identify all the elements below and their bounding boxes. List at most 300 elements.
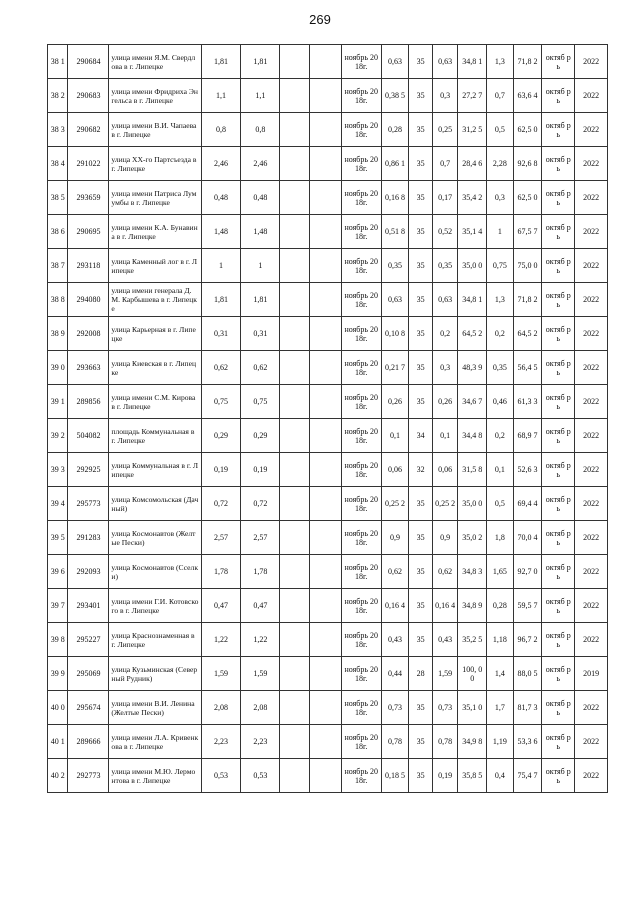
empty-cell-2 xyxy=(310,385,342,419)
value-6: 71,8 2 xyxy=(513,45,542,79)
street-name: улица XX-го Партсъезда в г. Липецке xyxy=(109,147,201,181)
empty-cell-1 xyxy=(280,453,310,487)
row-number: 40 1 xyxy=(48,725,68,759)
value-3: 0,9 xyxy=(432,521,458,555)
start-month: ноябрь 2018г. xyxy=(341,79,381,113)
end-month: октяб рь xyxy=(542,45,575,79)
end-year: 2022 xyxy=(575,521,608,555)
value-5: 0,46 xyxy=(487,385,514,419)
value-2: 35 xyxy=(409,215,433,249)
street-name: улица Космонавтов (Желтые Пески) xyxy=(109,521,201,555)
value-5: 0,4 xyxy=(487,759,514,793)
length-b: 2,08 xyxy=(241,691,280,725)
start-month: ноябрь 2018г. xyxy=(341,759,381,793)
table-row xyxy=(48,351,608,385)
value-4: 35,2 5 xyxy=(458,623,487,657)
length-a: 2,57 xyxy=(201,521,241,555)
start-month: ноябрь 2018г. xyxy=(341,555,381,589)
value-2: 35 xyxy=(409,147,433,181)
end-month: октяб рь xyxy=(542,113,575,147)
row-number: 39 6 xyxy=(48,555,68,589)
object-id: 291022 xyxy=(68,147,109,181)
length-a: 2,08 xyxy=(201,691,241,725)
start-month: ноябрь 2018г. xyxy=(341,249,381,283)
value-3: 0,16 4 xyxy=(432,589,458,623)
object-id: 292925 xyxy=(68,453,109,487)
value-6: 61,3 3 xyxy=(513,385,542,419)
value-3: 1,59 xyxy=(432,657,458,691)
value-2: 35 xyxy=(409,79,433,113)
length-a: 1,22 xyxy=(201,623,241,657)
table-row xyxy=(48,589,608,623)
value-1: 0,06 xyxy=(381,453,409,487)
length-b: 0,53 xyxy=(241,759,280,793)
value-4: 35,4 2 xyxy=(458,181,487,215)
end-month: октяб рь xyxy=(542,419,575,453)
start-month: ноябрь 2018г. xyxy=(341,147,381,181)
row-number: 38 4 xyxy=(48,147,68,181)
value-1: 0,25 2 xyxy=(381,487,409,521)
value-1: 0,18 5 xyxy=(381,759,409,793)
empty-cell-2 xyxy=(310,45,342,79)
end-year: 2022 xyxy=(575,623,608,657)
value-3: 0,62 xyxy=(432,555,458,589)
table-row xyxy=(48,215,608,249)
value-3: 0,63 xyxy=(432,45,458,79)
table-row xyxy=(48,453,608,487)
object-id: 295069 xyxy=(68,657,109,691)
length-b: 1,48 xyxy=(241,215,280,249)
street-name: улица имени Патриса Лумумбы в г. Липецке xyxy=(109,181,201,215)
row-number: 38 8 xyxy=(48,283,68,317)
end-month: октяб рь xyxy=(542,555,575,589)
table-row xyxy=(48,521,608,555)
table-row xyxy=(48,385,608,419)
end-month: октяб рь xyxy=(542,385,575,419)
empty-cell-1 xyxy=(280,691,310,725)
table-row xyxy=(48,487,608,521)
start-month: ноябрь 2018г. xyxy=(341,283,381,317)
street-name: улица имени В.И. Чапаева в г. Липецке xyxy=(109,113,201,147)
length-b: 1 xyxy=(241,249,280,283)
value-3: 0,3 xyxy=(432,351,458,385)
value-5: 1,3 xyxy=(487,283,514,317)
object-id: 289856 xyxy=(68,385,109,419)
table-row xyxy=(48,317,608,351)
value-4: 34,4 8 xyxy=(458,419,487,453)
value-4: 100, 00 xyxy=(458,657,487,691)
row-number: 38 1 xyxy=(48,45,68,79)
street-name: улица имени Я.М. Свердлова в г. Липецке xyxy=(109,45,201,79)
length-b: 0,19 xyxy=(241,453,280,487)
length-a: 0,47 xyxy=(201,589,241,623)
empty-cell-1 xyxy=(280,589,310,623)
object-id: 295227 xyxy=(68,623,109,657)
end-year: 2022 xyxy=(575,147,608,181)
value-4: 34,9 8 xyxy=(458,725,487,759)
empty-cell-1 xyxy=(280,385,310,419)
street-name: улица имени Л.А. Кривенкова в г. Липецке xyxy=(109,725,201,759)
value-4: 34,8 1 xyxy=(458,45,487,79)
length-b: 0,72 xyxy=(241,487,280,521)
object-id: 293663 xyxy=(68,351,109,385)
length-b: 0,8 xyxy=(241,113,280,147)
table-row xyxy=(48,759,608,793)
table-row xyxy=(48,249,608,283)
empty-cell-2 xyxy=(310,589,342,623)
start-month: ноябрь 2018г. xyxy=(341,419,381,453)
end-month: октяб рь xyxy=(542,589,575,623)
value-4: 35,1 4 xyxy=(458,215,487,249)
value-3: 0,43 xyxy=(432,623,458,657)
length-a: 1,78 xyxy=(201,555,241,589)
street-name: улица имени генерала Д.М. Карбышева в г. Липецке xyxy=(109,283,201,317)
empty-cell-1 xyxy=(280,317,310,351)
start-month: ноябрь 2018г. xyxy=(341,725,381,759)
value-3: 0,25 xyxy=(432,113,458,147)
row-number: 38 6 xyxy=(48,215,68,249)
value-2: 35 xyxy=(409,725,433,759)
value-4: 34,8 9 xyxy=(458,589,487,623)
empty-cell-2 xyxy=(310,79,342,113)
end-year: 2022 xyxy=(575,351,608,385)
empty-cell-2 xyxy=(310,555,342,589)
end-month: октяб рь xyxy=(542,657,575,691)
row-number: 38 5 xyxy=(48,181,68,215)
empty-cell-1 xyxy=(280,759,310,793)
length-b: 0,75 xyxy=(241,385,280,419)
table-row xyxy=(48,623,608,657)
empty-cell-1 xyxy=(280,283,310,317)
length-b: 0,48 xyxy=(241,181,280,215)
value-3: 0,06 xyxy=(432,453,458,487)
length-a: 0,31 xyxy=(201,317,241,351)
value-4: 35,1 0 xyxy=(458,691,487,725)
row-number: 39 3 xyxy=(48,453,68,487)
length-a: 0,29 xyxy=(201,419,241,453)
empty-cell-2 xyxy=(310,657,342,691)
street-name: улица Коммунальная в г. Липецке xyxy=(109,453,201,487)
value-2: 35 xyxy=(409,555,433,589)
value-1: 0,28 xyxy=(381,113,409,147)
value-5: 0,35 xyxy=(487,351,514,385)
length-a: 0,72 xyxy=(201,487,241,521)
object-id: 290682 xyxy=(68,113,109,147)
row-number: 39 4 xyxy=(48,487,68,521)
object-id: 295674 xyxy=(68,691,109,725)
value-1: 0,9 xyxy=(381,521,409,555)
end-month: октяб рь xyxy=(542,521,575,555)
value-3: 0,52 xyxy=(432,215,458,249)
empty-cell-2 xyxy=(310,453,342,487)
object-id: 295773 xyxy=(68,487,109,521)
value-1: 0,26 xyxy=(381,385,409,419)
value-1: 0,44 xyxy=(381,657,409,691)
table-row xyxy=(48,419,608,453)
empty-cell-1 xyxy=(280,181,310,215)
length-a: 1,59 xyxy=(201,657,241,691)
end-year: 2022 xyxy=(575,487,608,521)
value-4: 28,4 6 xyxy=(458,147,487,181)
table-row xyxy=(48,283,608,317)
object-id: 504082 xyxy=(68,419,109,453)
end-year: 2022 xyxy=(575,317,608,351)
end-year: 2022 xyxy=(575,419,608,453)
end-month: октяб рь xyxy=(542,283,575,317)
object-id: 290683 xyxy=(68,79,109,113)
value-2: 35 xyxy=(409,317,433,351)
object-id: 290695 xyxy=(68,215,109,249)
length-a: 0,53 xyxy=(201,759,241,793)
value-4: 35,0 0 xyxy=(458,249,487,283)
street-name: площадь Коммунальная в г. Липецке xyxy=(109,419,201,453)
value-4: 34,6 7 xyxy=(458,385,487,419)
value-4: 35,0 2 xyxy=(458,521,487,555)
empty-cell-2 xyxy=(310,487,342,521)
length-b: 1,81 xyxy=(241,45,280,79)
table-row xyxy=(48,657,608,691)
table-row xyxy=(48,555,608,589)
value-3: 0,26 xyxy=(432,385,458,419)
empty-cell-2 xyxy=(310,521,342,555)
length-b: 0,29 xyxy=(241,419,280,453)
row-number: 38 7 xyxy=(48,249,68,283)
value-5: 0,5 xyxy=(487,487,514,521)
length-a: 1,48 xyxy=(201,215,241,249)
value-5: 1,65 xyxy=(487,555,514,589)
value-1: 0,86 1 xyxy=(381,147,409,181)
end-year: 2022 xyxy=(575,283,608,317)
start-month: ноябрь 2018г. xyxy=(341,351,381,385)
end-year: 2022 xyxy=(575,215,608,249)
object-id: 293659 xyxy=(68,181,109,215)
value-6: 67,5 7 xyxy=(513,215,542,249)
value-3: 0,2 xyxy=(432,317,458,351)
empty-cell-2 xyxy=(310,147,342,181)
table-row xyxy=(48,147,608,181)
end-month: октяб рь xyxy=(542,79,575,113)
end-month: октяб рь xyxy=(542,487,575,521)
value-1: 0,16 4 xyxy=(381,589,409,623)
end-year: 2022 xyxy=(575,759,608,793)
value-6: 56,4 5 xyxy=(513,351,542,385)
empty-cell-2 xyxy=(310,351,342,385)
value-5: 0,75 xyxy=(487,249,514,283)
street-name: улица Карьерная в г. Липецке xyxy=(109,317,201,351)
value-6: 75,0 0 xyxy=(513,249,542,283)
value-6: 62,5 0 xyxy=(513,113,542,147)
empty-cell-2 xyxy=(310,249,342,283)
street-name: улица Краснознаменная в г. Липецке xyxy=(109,623,201,657)
value-5: 0,3 xyxy=(487,181,514,215)
row-number: 39 7 xyxy=(48,589,68,623)
value-2: 32 xyxy=(409,453,433,487)
street-name: улица Каменный лог в г. Липецке xyxy=(109,249,201,283)
length-b: 1,59 xyxy=(241,657,280,691)
empty-cell-1 xyxy=(280,521,310,555)
value-5: 0,28 xyxy=(487,589,514,623)
value-1: 0,21 7 xyxy=(381,351,409,385)
row-number: 39 5 xyxy=(48,521,68,555)
end-year: 2022 xyxy=(575,113,608,147)
value-5: 0,1 xyxy=(487,453,514,487)
end-year: 2022 xyxy=(575,249,608,283)
length-b: 2,46 xyxy=(241,147,280,181)
empty-cell-2 xyxy=(310,725,342,759)
value-2: 35 xyxy=(409,283,433,317)
length-b: 1,1 xyxy=(241,79,280,113)
row-number: 39 2 xyxy=(48,419,68,453)
length-b: 1,22 xyxy=(241,623,280,657)
value-2: 35 xyxy=(409,759,433,793)
start-month: ноябрь 2018г. xyxy=(341,487,381,521)
street-name: улица Космонавтов (Сселки) xyxy=(109,555,201,589)
empty-cell-2 xyxy=(310,181,342,215)
value-6: 92,6 8 xyxy=(513,147,542,181)
street-name: улица имени С.М. Кирова в г. Липецке xyxy=(109,385,201,419)
start-month: ноябрь 2018г. xyxy=(341,113,381,147)
row-number: 39 0 xyxy=(48,351,68,385)
value-4: 48,3 9 xyxy=(458,351,487,385)
value-5: 1,7 xyxy=(487,691,514,725)
value-2: 35 xyxy=(409,351,433,385)
end-month: октяб рь xyxy=(542,317,575,351)
row-number: 40 2 xyxy=(48,759,68,793)
street-name: улица имени Фридриха Энгельса в г. Липецке xyxy=(109,79,201,113)
value-1: 0,62 xyxy=(381,555,409,589)
length-a: 1,1 xyxy=(201,79,241,113)
value-4: 35,0 0 xyxy=(458,487,487,521)
value-3: 0,19 xyxy=(432,759,458,793)
end-month: октяб рь xyxy=(542,351,575,385)
object-id: 294080 xyxy=(68,283,109,317)
value-5: 0,5 xyxy=(487,113,514,147)
empty-cell-1 xyxy=(280,79,310,113)
end-year: 2022 xyxy=(575,181,608,215)
end-month: октяб рь xyxy=(542,759,575,793)
empty-cell-1 xyxy=(280,623,310,657)
value-3: 0,7 xyxy=(432,147,458,181)
table-row xyxy=(48,45,608,79)
value-6: 62,5 0 xyxy=(513,181,542,215)
end-year: 2022 xyxy=(575,385,608,419)
row-number: 39 1 xyxy=(48,385,68,419)
value-4: 27,2 7 xyxy=(458,79,487,113)
empty-cell-1 xyxy=(280,419,310,453)
value-4: 34,8 1 xyxy=(458,283,487,317)
value-1: 0,1 xyxy=(381,419,409,453)
end-year: 2022 xyxy=(575,725,608,759)
value-6: 59,5 7 xyxy=(513,589,542,623)
value-2: 35 xyxy=(409,691,433,725)
end-month: октяб рь xyxy=(542,725,575,759)
empty-cell-2 xyxy=(310,113,342,147)
row-number: 39 9 xyxy=(48,657,68,691)
table-row xyxy=(48,181,608,215)
value-5: 0,7 xyxy=(487,79,514,113)
object-id: 292008 xyxy=(68,317,109,351)
value-1: 0,63 xyxy=(381,283,409,317)
value-2: 35 xyxy=(409,181,433,215)
value-1: 0,35 xyxy=(381,249,409,283)
row-number: 38 3 xyxy=(48,113,68,147)
end-year: 2022 xyxy=(575,45,608,79)
length-a: 1,81 xyxy=(201,283,241,317)
length-a: 0,75 xyxy=(201,385,241,419)
empty-cell-1 xyxy=(280,351,310,385)
object-id: 290684 xyxy=(68,45,109,79)
start-month: ноябрь 2018г. xyxy=(341,215,381,249)
value-5: 0,2 xyxy=(487,317,514,351)
length-a: 2,46 xyxy=(201,147,241,181)
value-3: 0,73 xyxy=(432,691,458,725)
row-number: 38 2 xyxy=(48,79,68,113)
road-table xyxy=(47,44,608,793)
end-year: 2019 xyxy=(575,657,608,691)
value-3: 0,63 xyxy=(432,283,458,317)
start-month: ноябрь 2018г. xyxy=(341,45,381,79)
value-1: 0,78 xyxy=(381,725,409,759)
start-month: ноябрь 2018г. xyxy=(341,181,381,215)
object-id: 292093 xyxy=(68,555,109,589)
length-b: 0,31 xyxy=(241,317,280,351)
empty-cell-1 xyxy=(280,113,310,147)
value-5: 2,28 xyxy=(487,147,514,181)
value-3: 0,3 xyxy=(432,79,458,113)
value-3: 0,25 2 xyxy=(432,487,458,521)
empty-cell-2 xyxy=(310,283,342,317)
value-6: 96,7 2 xyxy=(513,623,542,657)
object-id: 289666 xyxy=(68,725,109,759)
street-name: улица Кузьминская (Северный Рудник) xyxy=(109,657,201,691)
value-6: 68,9 7 xyxy=(513,419,542,453)
value-6: 81,7 3 xyxy=(513,691,542,725)
value-2: 35 xyxy=(409,623,433,657)
value-2: 35 xyxy=(409,521,433,555)
object-id: 291283 xyxy=(68,521,109,555)
value-2: 35 xyxy=(409,487,433,521)
street-name: улица имени К.А. Бунавина в г. Липецке xyxy=(109,215,201,249)
value-4: 31,5 8 xyxy=(458,453,487,487)
value-1: 0,16 8 xyxy=(381,181,409,215)
empty-cell-1 xyxy=(280,45,310,79)
end-year: 2022 xyxy=(575,79,608,113)
length-b: 0,62 xyxy=(241,351,280,385)
length-b: 2,57 xyxy=(241,521,280,555)
length-b: 1,81 xyxy=(241,283,280,317)
object-id: 293118 xyxy=(68,249,109,283)
value-5: 1 xyxy=(487,215,514,249)
value-2: 28 xyxy=(409,657,433,691)
value-5: 1,19 xyxy=(487,725,514,759)
length-a: 2,23 xyxy=(201,725,241,759)
value-1: 0,38 5 xyxy=(381,79,409,113)
end-month: октяб рь xyxy=(542,181,575,215)
street-name: улица имени В.И. Ленина (Желтые Пески) xyxy=(109,691,201,725)
start-month: ноябрь 2018г. xyxy=(341,317,381,351)
empty-cell-2 xyxy=(310,215,342,249)
value-5: 1,8 xyxy=(487,521,514,555)
value-5: 1,4 xyxy=(487,657,514,691)
value-4: 35,8 5 xyxy=(458,759,487,793)
empty-cell-2 xyxy=(310,419,342,453)
value-6: 63,6 4 xyxy=(513,79,542,113)
length-a: 0,8 xyxy=(201,113,241,147)
value-4: 34,8 3 xyxy=(458,555,487,589)
value-1: 0,43 xyxy=(381,623,409,657)
length-a: 0,62 xyxy=(201,351,241,385)
table-row xyxy=(48,79,608,113)
